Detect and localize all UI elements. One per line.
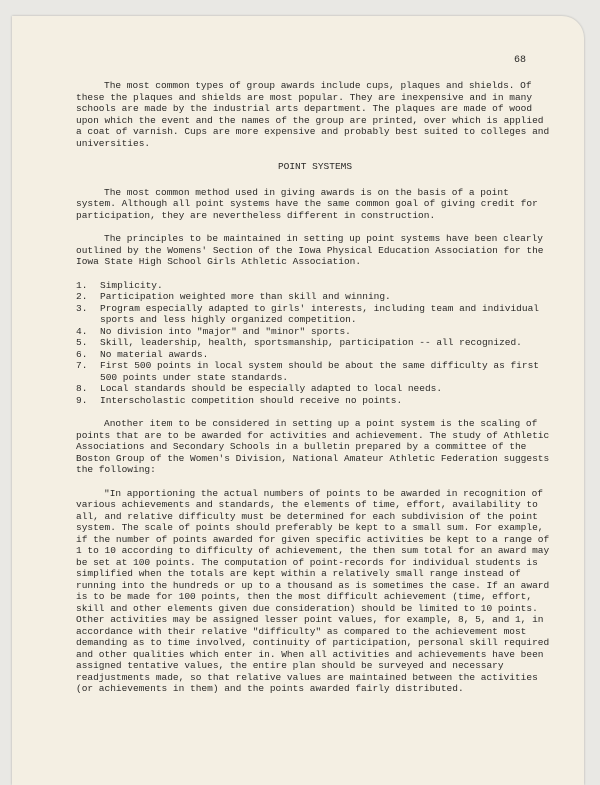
section-heading: POINT SYSTEMS xyxy=(277,161,353,172)
document-page xyxy=(12,16,584,785)
list-item-text: First 500 points in local system should be about the same difficulty as first 500 points under state standards. xyxy=(100,360,539,383)
list-item-number: 1. xyxy=(76,279,88,291)
list-item-text: No division into "major" and "minor" sports. xyxy=(100,325,351,337)
list-item-number: 5. xyxy=(76,337,88,348)
list-item-number: 3. xyxy=(76,302,88,314)
list-item xyxy=(76,291,554,303)
paragraph-point-method: The most common method used in giving awards is on the basis of a point system. Although all point systems have the same common goal of giving credit for participation, they are nevertheless different in construction. xyxy=(76,186,538,221)
list-item xyxy=(76,326,554,338)
list-item-text: Program especially adapted to girls' interests, including team and individual sports and less highly organized competition. xyxy=(100,302,539,325)
list-item-number: 7. xyxy=(76,360,88,371)
list-item-text: Local standards should be especially adapted to local needs. xyxy=(100,383,443,394)
list-item xyxy=(76,360,554,383)
list-item xyxy=(76,337,554,349)
page-body xyxy=(76,80,554,707)
list-item xyxy=(76,383,554,395)
list-item-number: 9. xyxy=(76,394,88,406)
list-item xyxy=(76,349,554,361)
paragraph-scaling: Another item to be considered in setting up a point system is the scaling of points that are to be awarded for activities and achievement. The study of Athletic Associations and Secondary Schools in a bulletin prepared by a committee of the Boston Group of the Women's Division, National Amateur Athletic Federation suggests the following: xyxy=(76,418,550,475)
list-item-text: Skill, leadership, health, sportsmanship, participation -- all recognized. xyxy=(100,337,522,348)
list-item xyxy=(76,395,554,407)
list-item xyxy=(76,303,554,326)
list-item-number: 8. xyxy=(76,383,88,394)
paragraph-group-awards: The most common types of group awards include cups, plaques and shields. Of these the plaques and shields are most popular. They are inexpensive and in many schools are made by the industrial arts department. The plaques are made of wood upon which the event and the names of the group are printed, over which is applied a coat of varnish. Cups are more expensive and probably best suited to colleges and universities. xyxy=(76,80,550,149)
list-item-text: No material awards. xyxy=(100,348,209,360)
principles-list xyxy=(76,280,554,407)
list-item-text: Participation weighted more than skill and winning. xyxy=(100,291,391,302)
block-quote: "In apportioning the actual numbers of points to be awarded in recognition of various achievements and standards, the elements of time, effort, availability to all, and relative difficulty must be determined for each subdivision of the point system. The scale of points should preferably be kept to a small sum. For example, if the number of points awarded for given specific activities be kept to a range of 1 to 10 according to difficulty of achievement, the then sum total for an award may be set at 100 points. The computation of point-records for individual students is simplified when the totals are kept within a relatively small range instead of running into the hundreds or up to a thousand as is sometimes the case. If an award is to be made for 100 points, then the most difficult achievement (time, effort, skill and other elements given due consideration) should be limited to 10 points. Other activities may be assigned lesser point values, for example, 8, 5, and 1, in accordance with their relative "difficulty" as compared to the achievement most demanding as to time involved, continuity of participation, personal skill required and other qualities which enter in. When all activities and achievements have been assigned tentative values, the entire plan should be surveyed and necessary readjustments made, so that relative values are maintained between the activities (or achievements in them) and the points awarded fairly distributed. xyxy=(76,487,550,694)
page-number: 68 xyxy=(514,55,527,66)
list-item-number: 6. xyxy=(76,348,88,360)
list-item-text: Simplicity. xyxy=(100,279,163,291)
list-item-text: Interscholastic competition should receive no points. xyxy=(100,394,403,406)
list-item-number: 2. xyxy=(76,291,88,302)
paragraph-principles-intro: The principles to be maintained in setting up point systems have been clearly outlined by the Womens' Section of the Iowa Physical Education Association for the Iowa State High School Girls Athletic Association. xyxy=(76,233,544,267)
list-item xyxy=(76,280,554,292)
list-item-number: 4. xyxy=(76,325,88,337)
